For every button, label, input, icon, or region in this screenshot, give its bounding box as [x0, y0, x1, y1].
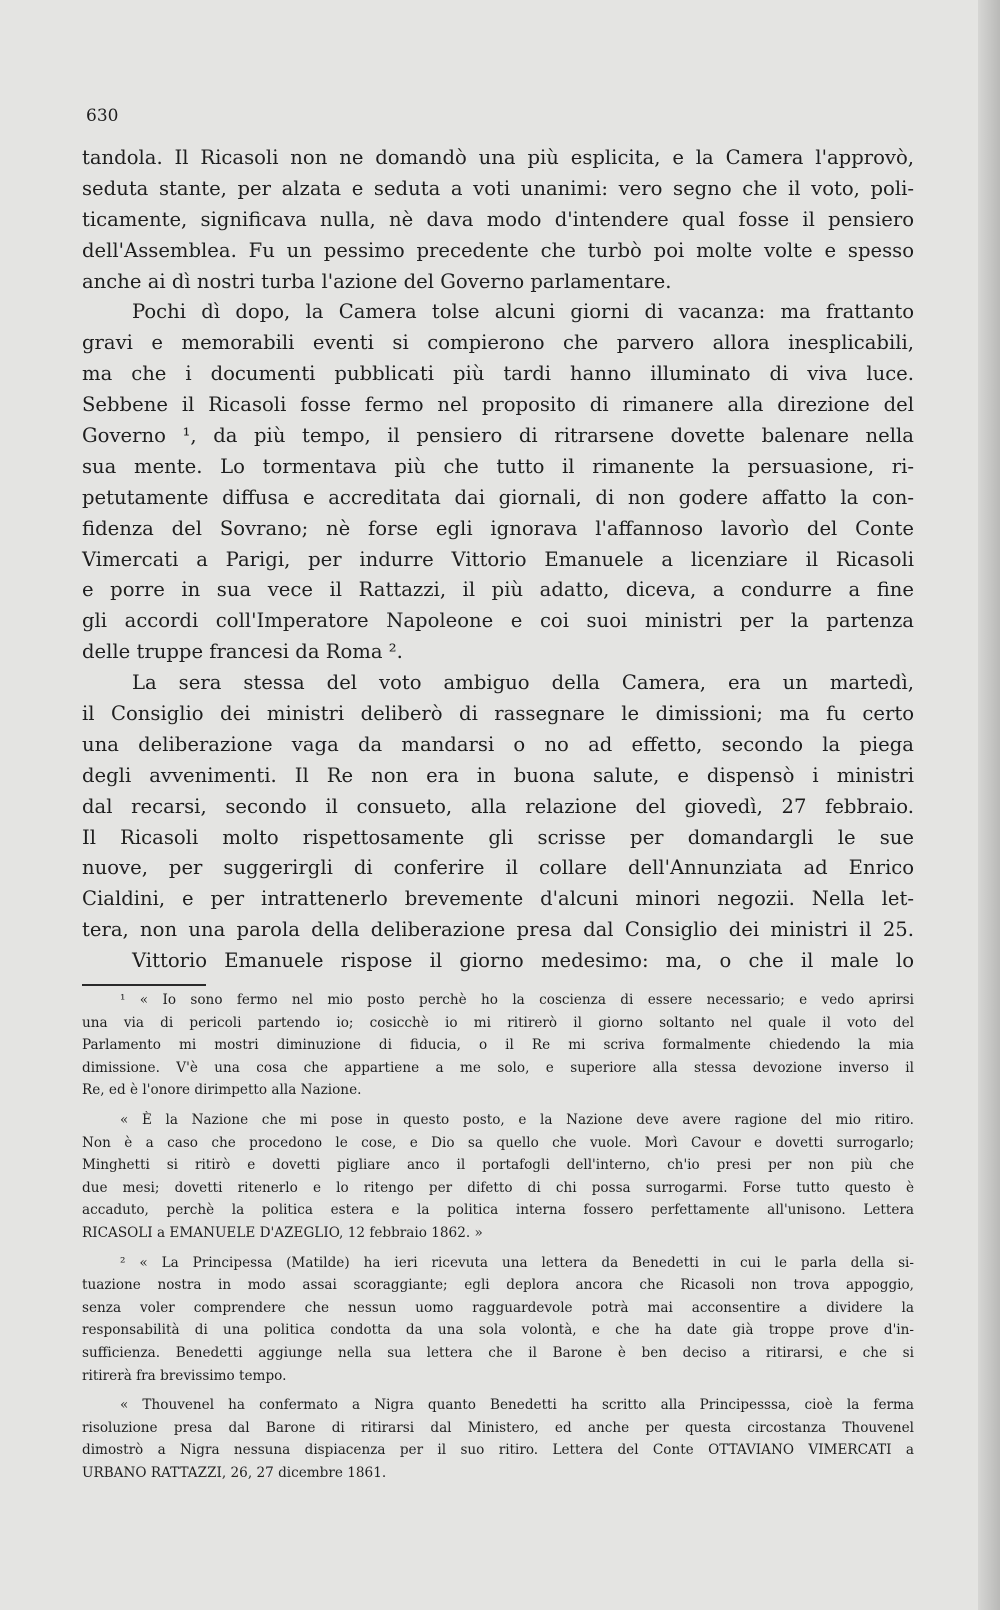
- text-line: Il Ricasoli molto rispettosamente gli scrisse per domandargli le sue: [82, 825, 914, 849]
- footnote-gap: [82, 1102, 914, 1109]
- footnote-line: « Thouvenel ha confermato a Nigra quanto Benedetti ha scritto alla Principesssa, cioè la ferma: [120, 1397, 914, 1414]
- page-edge-shadow: [978, 0, 1000, 1610]
- text-line: petutamente diffusa e accreditata dai giornali, di non godere affatto la con-: [82, 485, 914, 509]
- text-line: gli accordi coll'Imperatore Napoleone e coi suoi ministri per la partenza: [82, 609, 914, 633]
- text-line: ma che i documenti pubblicati più tardi hanno illuminato di viva luce.: [82, 362, 914, 386]
- text-line: fidenza del Sovrano; nè forse egli ignorava l'affannoso lavorìo del Conte: [82, 516, 914, 540]
- footnote-line: responsabilità di una politica condotta da una sola volontà, e che ha date già troppe prove d'in-: [82, 1322, 914, 1339]
- footnote-line: URBANO RATTAZZI, 26, 27 dicembre 1861.: [82, 1464, 387, 1481]
- footnote-line: due mesi; dovetti ritenerlo e lo ritengo per difetto di chi possa surrogarmi. Forse tutto questo è: [82, 1179, 914, 1196]
- footnote-line: « È la Nazione che mi pose in questo posto, e la Nazione deve avere ragione del mio ritiro.: [120, 1111, 914, 1128]
- footnote-line: senza voler comprendere che nessun uomo ragguardevole potrà mai acconsentire a dividere la: [82, 1299, 914, 1316]
- text-line: nuove, per suggerirgli di conferire il collare dell'Annunziata ad Enrico: [82, 856, 914, 880]
- text-line: sua mente. Lo tormentava più che tutto il rimanente la persuasione, ri-: [82, 454, 914, 478]
- text-line: anche ai dì nostri turba l'azione del Governo parlamentare.: [82, 269, 672, 293]
- text-line: Sebbene il Ricasoli fosse fermo nel proposito di rimanere alla direzione del: [82, 393, 914, 417]
- footnotes: [82, 989, 914, 1484]
- footnote-line: una via di pericoli partendo io; cosicchè io mi ritirerò il giorno soltanto nel quale il voto del: [82, 1014, 914, 1031]
- footnote-line: tuazione nostra in modo assai scoraggiante; egli deplora ancora che Ricasoli non trova appoggio,: [82, 1277, 914, 1294]
- footnote-line: ¹ « Io sono fermo nel mio posto perchè ho la coscienza di essere necessario; e vedo aprirsi: [120, 992, 914, 1008]
- text-line: una deliberazione vaga da mandarsi o no ad effetto, secondo la piega: [82, 732, 914, 756]
- text-line: tera, non una parola della deliberazione presa dal Consiglio dei ministri il 25.: [82, 918, 914, 942]
- text-line: gravi e memorabili eventi si compierono che parvero allora inesplicabili,: [82, 331, 914, 355]
- text-line: dell'Assemblea. Fu un pessimo precedente che turbò poi molte volte e spesso: [82, 238, 914, 262]
- text-line: seduta stante, per alzata e seduta a voti unanimi: vero segno che il voto, poli-: [82, 176, 914, 200]
- text-line: Cialdini, e per intrattenerlo brevemente d'alcuni minori negozii. Nella let-: [82, 887, 914, 911]
- page-number: 630: [86, 106, 119, 126]
- footnote-separator: [82, 984, 206, 986]
- footnote-line: ² « La Principessa (Matilde) ha ieri ricevuta una lettera da Benedetti in cui le parla della si-: [120, 1254, 914, 1271]
- text-line: ticamente, significava nulla, nè dava modo d'intendere qual fosse il pensiero: [82, 207, 914, 231]
- text-line: tandola. Il Ricasoli non ne domandò una più esplicita, e la Camera l'approvò,: [82, 146, 914, 169]
- text-line: il Consiglio dei ministri deliberò di rassegnare le dimissioni; ma fu certo: [82, 702, 914, 726]
- text-line: degli avvenimenti. Il Re non era in buona salute, e dispensò i ministri: [82, 763, 914, 787]
- footnote-gap: [82, 1245, 914, 1252]
- footnote-line: RICASOLI a EMANUELE D'AZEGLIO, 12 febbraio 1862. »: [82, 1224, 483, 1241]
- footnote-line: ritirerà fra brevissimo tempo.: [82, 1367, 287, 1384]
- text-line: Governo ¹, da più tempo, il pensiero di ritrarsene dovette balenare nella: [82, 424, 914, 448]
- main-text: [82, 143, 914, 977]
- footnote-line: sufficienza. Benedetti aggiunge nella sua lettera che il Barone è ben deciso a ritirarsi, e che si: [82, 1344, 914, 1361]
- footnote-line: Parlamento mi mostri diminuzione di fiducia, o il Re mi scriva formalmente chiedendo la mia: [82, 1037, 914, 1054]
- footnote-line: dimostrò a Nigra nessuna dispiacenza per il suo ritiro. Lettera del Conte OTTAVIANO VIMERCATI a: [82, 1442, 914, 1459]
- footnote-line: risoluzione presa dal Barone di ritirarsi dal Ministero, ed anche per questa circostanza Thouvenel: [82, 1419, 914, 1436]
- footnote-gap: [82, 1387, 914, 1394]
- text-line: e porre in sua vece il Rattazzi, il più adatto, diceva, a condurre a fine: [82, 578, 914, 602]
- footnote-line: dimissione. V'è una cosa che appartiene a me solo, e superiore alla stessa devozione inverso il: [82, 1059, 914, 1076]
- footnote-line: Minghetti si ritirò e dovetti pigliare anco il portafogli dell'interno, ch'io presi per non più che: [82, 1157, 914, 1174]
- text-line: Pochi dì dopo, la Camera tolse alcuni giorni di vacanza: ma frattanto: [132, 300, 914, 324]
- footnote-line: Re, ed è l'onore dirimpetto alla Nazione.: [82, 1082, 362, 1099]
- text-line: dal recarsi, secondo il consueto, alla relazione del giovedì, 27 febbraio.: [82, 794, 914, 818]
- text-line: Vimercati a Parigi, per indurre Vittorio Emanuele a licenziare il Ricasoli: [82, 547, 914, 571]
- footnote-line: Non è a caso che procedono le cose, e Dio sa quello che vuole. Morì Cavour e dovetti surrogarlo;: [82, 1134, 914, 1151]
- text-line: delle truppe francesi da Roma ².: [82, 640, 403, 664]
- text-line: La sera stessa del voto ambiguo della Camera, era un martedì,: [132, 671, 914, 695]
- footnote-line: accaduto, perchè la politica estera e la politica interna fossero perfettamente all'unisono. Lettera: [82, 1202, 914, 1219]
- text-line: Vittorio Emanuele rispose il giorno medesimo: ma, o che il male lo: [132, 949, 914, 973]
